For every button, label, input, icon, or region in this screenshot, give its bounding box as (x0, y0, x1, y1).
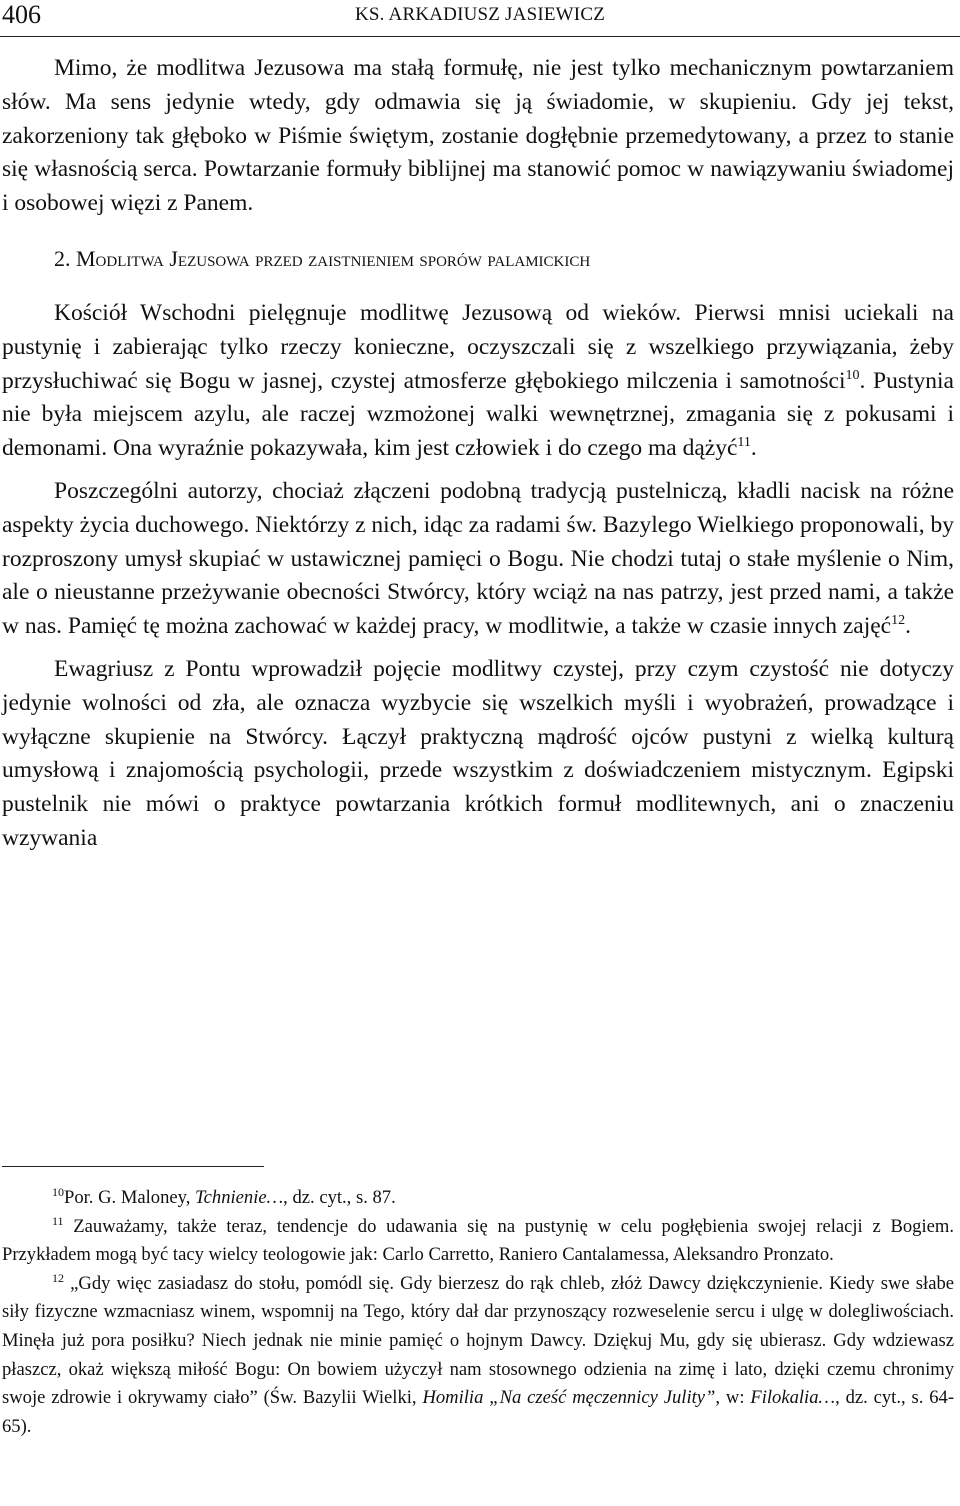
footnote-text: „Gdy więc zasiadasz do stołu, pomódl się. Gdy bierzesz do rąk chleb, złóż Dawcy dziękczynienie. Kiedy swe słabe siły fizyczne wzmacniasz winem, wspomnij na Tego, który dał dar przynoszący rozweselenie sercu i ulgę w dolegliwościach. Minęła już pora posiłku? Niech jednak nie minie pamięć o hojnym Dawcy. Dziękuj Mu, gdy się ubierasz. Gdy wdziewasz płaszcz, okaż większą miłość Bogu: On bowiem użyczył nam stosownego odzienia na zimę i lato, dzięki czemu chronimy swoje zdrowie i okrywamy ciało” (Św. Bazylii Wielki, (2, 1272, 954, 1409)
paragraph-2-text-b: . Pustynia nie była miejscem azylu, ale raczej wzmożonej walki wewnętrznej, zmagania się z pokusami i demonami. Ona wyraźnie pokazywała, kim jest człowiek i do czego ma dążyć (2, 367, 954, 462)
footnote-text: Zauważamy, także teraz, tendencje do udawania się na pustynię w celu pogłębienia swojej relacji z Bogiem. Przykładem mogą być tacy wielcy teologowie jak: Carlo Carretto, Raniero Cantalamessa, Aleksandro Pronzato. (2, 1215, 954, 1266)
footnote-ref-10[interactable]: 10 (845, 367, 860, 383)
header-rule (0, 36, 960, 37)
section-heading (2, 244, 954, 274)
running-title: KS. ARKADIUSZ JASIEWICZ (354, 4, 606, 25)
footnote-text: , dz. cyt., s. 64-65). (2, 1387, 955, 1437)
paragraph-2-text-c: . (750, 435, 757, 462)
paragraph-2 (2, 297, 954, 466)
footnote-title: Homilia „Na cześć męczennicy Julity” (422, 1387, 716, 1409)
footnote-number: 10 (52, 1185, 64, 1199)
footnote-ref-11[interactable]: 11 (737, 435, 751, 451)
footnote-title: Tchnienie… (195, 1187, 284, 1208)
footnotes (2, 1184, 954, 1441)
footnote-number: 11 (52, 1213, 64, 1228)
footnote-10 (2, 1184, 954, 1213)
footnote-ref-12[interactable]: 12 (891, 613, 906, 629)
paragraph-4: Ewagriusz z Pontu wprowadził pojęcie modlitwy czystej, przy czym czystość nie dotyczy jedynie wolności od zła, ale oznacza wyzbycie się wszelkich myśli i wyobrażeń, prowadzące i wyłączne skupienie na Stwórcy. Łączył praktyczną mądrość ojców pustyni z wielką kulturą umysłową i znajomością psychologii, przede wszystkim z doświadczeniem mistycznym. Egipski pustelnik nie mówi o praktyce powtarzania krótkich formuł modlitewnych, ani o znaczeniu wzywania (2, 655, 954, 851)
paragraph-1: Mimo, że modlitwa Jezusowa ma stałą formułę, nie jest tylko mechanicznym powtarzaniem słów. Ma sens jedynie wtedy, gdy odmawia się ją świadomie, w skupieniu. Gdy jej tekst, zakorzeniony tak głęboko w Piśmie świętym, zostanie dogłębnie przemedytowany, a przez to stanie się własnością serca. Powtarzanie formuły biblijnej ma stanowić pomoc w nawiązywaniu świadomej i osobowej więzi z Panem. (2, 55, 954, 217)
paragraph-3 (2, 475, 954, 644)
paragraph-3-text-a: Poszczególni autorzy, chociaż złączeni podobną tradycją pustelniczą, kładli nacisk na różne aspekty życia duchowego. Niektórzy z nich, idąc za radami św. Bazylego Wielkiego proponowali, by rozproszony umysł skupiać w ustawicznej pamięci o Bogu. Nie chodzi tutaj o stałe myślenie o Nim, ale o nieustanne przeżywanie obecności Stwórcy, który wciąż na nas patrzy, jest przed nami, a także w nas. Pamięć tę można zachować w każdej pracy, w modlitwie, a także w czasie innych zajęć (2, 477, 954, 640)
footnote-11 (2, 1213, 954, 1270)
section-number: 2. (54, 245, 71, 271)
paragraph-2-text-a: Kościół Wschodni pielęgnuje modlitwę Jezusową od wieków. Pierwsi mnisi uciekali na pustynię i zabierając tylko rzeczy konieczne, oczyszczali się z wszelkiego przywiązania, żeby przysłuchiwać się Bogu w jasnej, czystej atmosferze głębokiego milczenia i samotności (2, 299, 954, 394)
footnote-title: Filokalia… (750, 1387, 836, 1409)
paragraph-3-text-b: . (905, 613, 911, 640)
footnote-rule (2, 1166, 264, 1167)
page-number: 406 (2, 0, 41, 29)
footnote-number: 12 (52, 1270, 64, 1285)
footnote-text: , w: (715, 1387, 751, 1409)
footnote-12 (2, 1270, 954, 1442)
section-title: Modlitwa Jezusowa przed zaistnieniem sporów palamickich (76, 245, 591, 271)
footnote-text: , dz. cyt., s. 87. (283, 1187, 396, 1208)
running-header (0, 0, 960, 40)
main-text (2, 52, 954, 856)
footnote-text: Por. G. Maloney, (64, 1187, 196, 1208)
